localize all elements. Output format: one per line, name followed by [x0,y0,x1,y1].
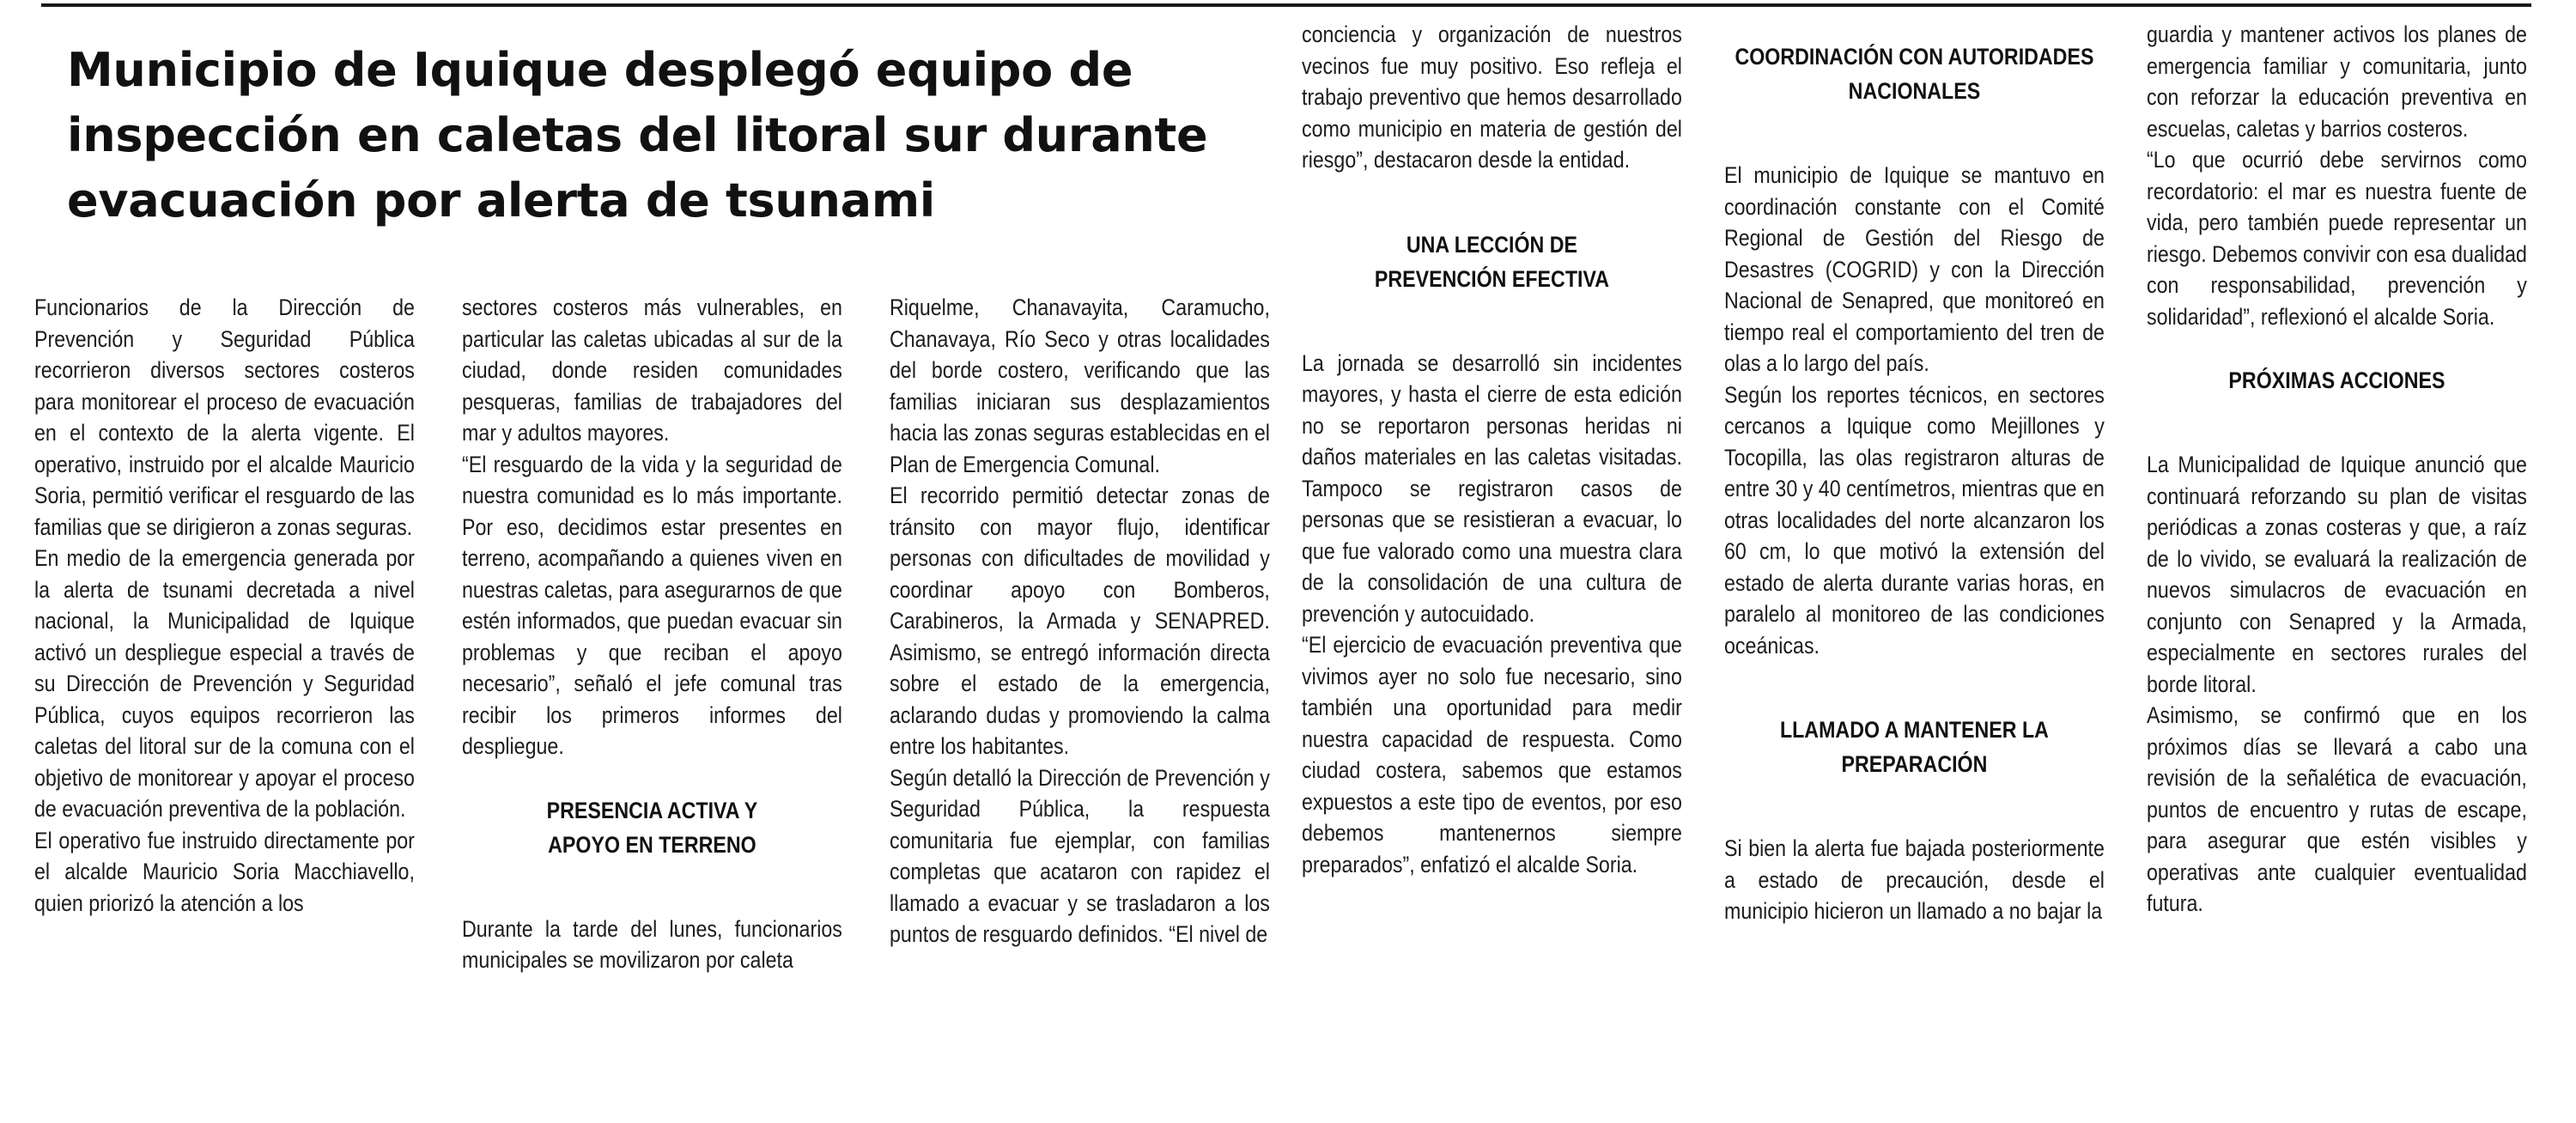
paragraph: “El resguardo de la vida y la seguridad de nuestra comunidad es lo más importante. Por eso, decidimos estar presentes en terreno, acompañando a quienes viven en nuestras caletas, para asegurarnos de que estén informados, que puedan evacuar sin problemas y que reciban el apoyo necesario”, señaló el jefe comunal tras recibir los primeros informes del despliegue. [462,451,842,759]
section-heading-line: APOYO EN TERRENO [548,831,756,858]
article-column-2 [462,292,842,976]
section-heading-line: PREPARACIÓN [1841,751,1988,777]
paragraph: La jornada se desarrolló sin incidentes mayores, y hasta el cierre de esta edición no se reportaron personas heridas ni daños materiales en las caletas visitadas. Tampoco se registraron casos de personas que se resistieran a evacuar, lo que fue valorado como una muestra clara de la consolidación de una cultura de prevención y autocuidado. [1302,349,1682,627]
top-rule [41,3,2531,7]
section-heading-line: PREVENCIÓN EFECTIVA [1374,265,1609,292]
paragraph: Según detalló la Dirección de Prevención y Seguridad Pública, la respuesta comunitaria fue ejemplar, con familias completas que acataron con rapidez el llamado a evacuar y se trasladaron a los puntos de resguardo definidos. “El nivel de [890,764,1270,947]
paragraph: Asimismo, se confirmó que en los próximos días se llevará a cabo una revisión de la señalética de evacuación, puntos de encuentro y rutas de escape, para asegurar que estén visibles y operativas ante cualquier eventualidad futura. [2147,702,2527,916]
section-heading [1724,713,2105,781]
paragraph: Según los reportes técnicos, en sectores cercanos a Iquique como Mejillones y Tocopilla, las olas registraron alturas de entre 30 y 40 centímetros, mientras que en otras localidades del norte alcanzaron los 60 cm, lo que motivó la extensión del estado de alerta durante varias horas, en paralelo al monitoreo de las condiciones oceánicas. [1724,381,2105,659]
paragraph: La Municipalidad de Iquique anunció que continuará reforzando su plan de visitas periódicas a zonas costeras y que, a raíz de lo vivido, se evaluará la realización de nuevos simulacros de evacuación en conjunto con Senapred y la Armada, especialmente en sectores rurales del borde litoral. [2147,452,2527,697]
section-heading-line: UNA LECCIÓN DE [1406,231,1577,258]
paragraph: guardia y mantener activos los planes de emergencia familiar y comunitaria, junto con reforzar la educación preventiva en escuelas, caletas y barrios costeros. [2147,21,2527,142]
paragraph: El recorrido permitió detectar zonas de tránsito con mayor flujo, identificar personas con dificultades de movilidad y coordinar apoyo con Bomberos, Carabineros, la Armada y SENAPRED. Asimismo, se entregó información directa sobre el estado de la emergencia, aclarando dudas y promoviendo la calma entre los habitantes. [890,483,1270,759]
paragraph: sectores costeros más vulnerables, en particular las caletas ubicadas al sur de la ciudad, donde residen comunidades pesqueras, familias de trabajadores del mar y adultos mayores. [462,294,842,446]
article-headline: Municipio de Iquique desplegó equipo de inspección en caletas del litoral sur durante evacuación por alerta de tsunami [67,43,1208,228]
article-column-1 [34,292,415,919]
section-heading-line: NACIONALES [1848,78,1981,104]
paragraph: Riquelme, Chanavayita, Caramucho, Chanavaya, Río Seco y otras localidades del borde costero, verificando que las familias iniciaran sus desplazamientos hacia las zonas seguras establecidas en el Plan de Emergencia Comunal. [890,294,1270,477]
section-heading [1724,39,2105,108]
article-column-5 [1724,19,2105,927]
section-heading-line: LLAMADO A MANTENER LA [1779,717,2049,743]
paragraph: Durante la tarde del lunes, funcionarios municipales se movilizaron por caleta [462,915,842,973]
section-heading [1302,228,1682,296]
paragraph: “Lo que ocurrió debe servirnos como recordatorio: el mar es nuestra fuente de vida, pero también puede representar un riesgo. Debemos convivir con esa dualidad con responsabilidad, prevención y solidaridad”, reflexionó el alcalde Soria. [2147,147,2527,330]
paragraph: El operativo fue instruido directamente por el alcalde Mauricio Soria Macchiavello, quien priorizó la atención a los [34,827,415,916]
article-column-4 [1302,19,1682,880]
section-heading [462,793,842,862]
paragraph: conciencia y organización de nuestros vecinos fue muy positivo. Eso refleja el trabajo preventivo que hemos desarrollado como municipio en materia de gestión del riesgo”, destacaron desde la entidad. [1302,21,1682,173]
paragraph: En medio de la emergencia generada por la alerta de tsunami decretada a nivel nacional, la Municipalidad de Iquique activó un despliegue especial a través de su Dirección de Prevención y Seguridad Pública, cuyos equipos recorrieron las caletas del litoral sur de la comuna con el objetivo de monitorear y apoyar el proceso de evacuación preventiva de la población. [34,545,415,822]
section-heading-line: COORDINACIÓN CON AUTORIDADES [1735,44,2094,70]
paragraph: “El ejercicio de evacuación preventiva que vivimos ayer no solo fue necesario, sino también una oportunidad para medir nuestra capacidad de respuesta. Como ciudad costera, sabemos que estamos expuestos a este tipo de eventos, por eso debemos mantenernos siempre preparados”, enfatizó el alcalde Soria. [1302,632,1682,877]
article-column-6 [2147,19,2527,920]
paragraph: Funcionarios de la Dirección de Prevención y Seguridad Pública recorrieron diversos sectores costeros para monitorear el proceso de evacuación en el contexto de la alerta vigente. El operativo, instruido por el alcalde Mauricio Soria, permitió verificar el resguardo de las familias que se dirigieron a zonas seguras. [34,294,415,540]
paragraph: Si bien la alerta fue bajada posteriormente a estado de precaución, desde el municipio hicieron un llamado a no bajar la [1724,835,2105,924]
section-heading: PRÓXIMAS ACCIONES [2228,367,2445,393]
article-column-3 [890,292,1270,950]
paragraph: El municipio de Iquique se mantuvo en coordinación constante con el Comité Regional de Gestión del Riesgo de Desastres (COGRID) y con la Dirección Nacional de Senapred, que monitoreó en tiempo real el comportamiento del tren de olas a lo largo del país. [1724,162,2105,376]
section-heading-line: PRESENCIA ACTIVA Y [546,797,758,823]
